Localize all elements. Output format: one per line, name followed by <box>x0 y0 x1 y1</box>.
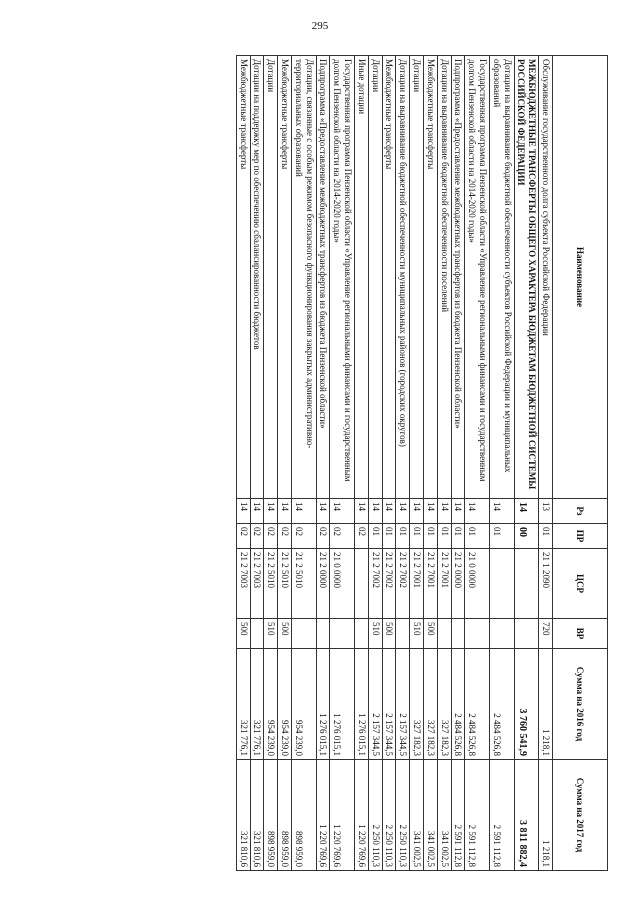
cell-name: Дотации на поддержку мер по обеспечению сбалансированности бюджетов <box>250 56 264 499</box>
cell-sum-2017: 1 220 769,6 <box>330 760 355 871</box>
cell-sum-2017: 321 810,6 <box>250 760 264 871</box>
cell-sum-2017: 321 810,6 <box>236 760 250 871</box>
cell-sum-2016: 327 182,3 <box>410 649 424 760</box>
cell-name: Межбюджетные трансферты <box>424 56 438 499</box>
cell-rz: 14 <box>368 499 382 524</box>
cell-rz: 14 <box>437 499 451 524</box>
cell-pr: 02 <box>236 524 250 549</box>
cell-name: Обслуживание государственного долга субъекта Российской Федерации <box>539 56 553 499</box>
cell-sum-2017: 898 959,0 <box>264 760 278 871</box>
cell-pr: 02 <box>316 524 330 549</box>
table-row <box>382 56 396 871</box>
cell-name: Дотации на выравнивание бюджетной обеспеченности муниципальных районов (городских округов) <box>396 56 410 499</box>
cell-csr: 21 2 5010 <box>292 549 317 619</box>
cell-csr: 21 2 7002 <box>382 549 396 619</box>
cell-pr: 02 <box>264 524 278 549</box>
cell-vr <box>451 619 465 649</box>
cell-pr: 01 <box>396 524 410 549</box>
cell-sum-2016: 1 276 015,1 <box>355 649 369 760</box>
page-number: 295 <box>311 20 329 32</box>
cell-vr <box>396 619 410 649</box>
cell-vr: 500 <box>278 619 292 649</box>
cell-pr: 01 <box>437 524 451 549</box>
cell-sum-2017: 3 811 882,4 <box>514 760 539 871</box>
cell-sum-2017: 898 959,0 <box>278 760 292 871</box>
cell-sum-2016: 2 157 344,5 <box>396 649 410 760</box>
cell-csr: 21 2 0000 <box>316 549 330 619</box>
header-name: Наименование <box>553 56 608 499</box>
cell-pr: 00 <box>514 524 539 549</box>
cell-rz: 14 <box>410 499 424 524</box>
header-pr: ПР <box>553 524 608 549</box>
cell-sum-2016: 2 484 526,8 <box>465 649 490 760</box>
table-row <box>539 56 553 871</box>
cell-vr <box>355 619 369 649</box>
cell-pr: 01 <box>382 524 396 549</box>
cell-sum-2017: 341 002,5 <box>437 760 451 871</box>
cell-rz: 14 <box>250 499 264 524</box>
cell-name: Дотации <box>410 56 424 499</box>
cell-vr <box>490 619 515 649</box>
cell-sum-2016: 2 157 344,5 <box>368 649 382 760</box>
cell-csr: 21 0 0000 <box>465 549 490 619</box>
table-row <box>355 56 369 871</box>
cell-name: Межбюджетные трансферты <box>382 56 396 499</box>
cell-rz: 14 <box>278 499 292 524</box>
cell-vr <box>465 619 490 649</box>
cell-sum-2016: 2 157 344,5 <box>382 649 396 760</box>
cell-rz: 14 <box>465 499 490 524</box>
cell-csr: 21 2 0000 <box>451 549 465 619</box>
table-row <box>424 56 438 871</box>
cell-name: Дотации <box>264 56 278 499</box>
table-body <box>236 56 552 871</box>
cell-name: Государственная программа Пензенской области «Управление региональными финансами и государственным долгом Пензенской области на 2014-2020 годы» <box>330 56 355 499</box>
cell-vr: 510 <box>368 619 382 649</box>
cell-pr: 02 <box>355 524 369 549</box>
cell-vr: 510 <box>410 619 424 649</box>
cell-name: Иные дотации <box>355 56 369 499</box>
cell-name: Подпрограмма «Предоставление межбюджетных трансфертов из бюджета Пензенской области» <box>451 56 465 499</box>
cell-name: Дотации <box>368 56 382 499</box>
table-row <box>514 56 539 871</box>
cell-sum-2017: 2 250 110,3 <box>382 760 396 871</box>
cell-rz: 13 <box>539 499 553 524</box>
table-header-row <box>553 56 608 871</box>
cell-vr: 720 <box>539 619 553 649</box>
cell-sum-2016: 3 760 541,9 <box>514 649 539 760</box>
table-row <box>292 56 317 871</box>
cell-vr: 500 <box>424 619 438 649</box>
cell-sum-2016: 954 239,0 <box>292 649 317 760</box>
cell-rz: 14 <box>424 499 438 524</box>
cell-sum-2017: 2 591 112,8 <box>465 760 490 871</box>
cell-sum-2017: 341 002,5 <box>424 760 438 871</box>
cell-pr: 01 <box>465 524 490 549</box>
cell-vr <box>514 619 539 649</box>
cell-vr: 510 <box>264 619 278 649</box>
cell-sum-2017: 2 591 112,8 <box>451 760 465 871</box>
cell-sum-2017: 2 591 112,8 <box>490 760 515 871</box>
cell-rz: 14 <box>382 499 396 524</box>
header-csr: ЦСР <box>553 549 608 619</box>
cell-name: Межбюджетные трансферты <box>278 56 292 499</box>
budget-table <box>236 55 608 871</box>
table-row <box>490 56 515 871</box>
cell-sum-2016: 321 776,1 <box>236 649 250 760</box>
cell-pr: 02 <box>330 524 355 549</box>
cell-sum-2016: 2 484 526,8 <box>490 649 515 760</box>
cell-rz: 14 <box>236 499 250 524</box>
cell-vr <box>437 619 451 649</box>
cell-csr: 21 2 5010 <box>264 549 278 619</box>
cell-rz: 14 <box>451 499 465 524</box>
table-row <box>396 56 410 871</box>
cell-vr <box>292 619 317 649</box>
cell-name: Дотации, связанные с особым режимом безопасного функционирования закрытых административно-территориальных образований <box>292 56 317 499</box>
cell-sum-2017: 898 959,0 <box>292 760 317 871</box>
header-vr: ВР <box>553 619 608 649</box>
cell-csr: 21 2 7003 <box>250 549 264 619</box>
cell-rz: 14 <box>330 499 355 524</box>
cell-name: МЕЖБЮДЖЕТНЫЕ ТРАНСФЕРТЫ ОБЩЕГО ХАРАКТЕРА БЮДЖЕТАМ БЮДЖЕТНОЙ СИСТЕМЫ РОССИЙСКОЙ ФЕДЕРАЦИИ <box>514 56 539 499</box>
cell-vr <box>316 619 330 649</box>
cell-vr: 500 <box>236 619 250 649</box>
table-row <box>330 56 355 871</box>
cell-sum-2017: 1 220 769,6 <box>355 760 369 871</box>
cell-sum-2016: 954 239,0 <box>264 649 278 760</box>
cell-rz: 14 <box>514 499 539 524</box>
cell-pr: 02 <box>292 524 317 549</box>
cell-csr: 21 2 7003 <box>236 549 250 619</box>
cell-rz: 14 <box>292 499 317 524</box>
cell-csr <box>355 549 369 619</box>
table-row <box>250 56 264 871</box>
cell-sum-2016: 1 218,1 <box>539 649 553 760</box>
cell-rz: 14 <box>316 499 330 524</box>
cell-sum-2016: 1 276 015,1 <box>330 649 355 760</box>
header-sum-2016: Сумма на 2016 год <box>553 649 608 760</box>
cell-csr: 21 1 2090 <box>539 549 553 619</box>
cell-sum-2017: 1 220 769,6 <box>316 760 330 871</box>
cell-sum-2016: 327 182,3 <box>424 649 438 760</box>
cell-rz: 14 <box>490 499 515 524</box>
cell-pr: 01 <box>451 524 465 549</box>
cell-rz: 14 <box>355 499 369 524</box>
cell-name: Дотации на выравнивание бюджетной обеспеченности субъектов Российской Федерации и муниципальных образований <box>490 56 515 499</box>
table-row <box>236 56 250 871</box>
table-row <box>278 56 292 871</box>
table-row <box>410 56 424 871</box>
cell-name: Межбюджетные трансферты <box>236 56 250 499</box>
header-sum-2017: Сумма на 2017 год <box>553 760 608 871</box>
cell-csr: 21 2 7002 <box>368 549 382 619</box>
cell-pr: 01 <box>490 524 515 549</box>
cell-rz: 14 <box>264 499 278 524</box>
cell-csr: 21 2 7001 <box>437 549 451 619</box>
cell-rz: 14 <box>396 499 410 524</box>
cell-csr: 21 2 5010 <box>278 549 292 619</box>
cell-sum-2016: 327 182,3 <box>437 649 451 760</box>
cell-csr: 21 2 7001 <box>410 549 424 619</box>
cell-sum-2016: 954 239,0 <box>278 649 292 760</box>
header-rz: Рз <box>553 499 608 524</box>
cell-name: Государственная программа Пензенской области «Управление региональными финансами и государственным долгом Пензенской области на 2014-2020 годы» <box>465 56 490 499</box>
cell-pr: 02 <box>278 524 292 549</box>
cell-pr: 01 <box>410 524 424 549</box>
cell-vr: 500 <box>382 619 396 649</box>
budget-table-rotated <box>123 55 608 870</box>
cell-pr: 01 <box>424 524 438 549</box>
table-row <box>316 56 330 871</box>
table-row <box>264 56 278 871</box>
cell-csr <box>514 549 539 619</box>
table-row <box>368 56 382 871</box>
cell-name: Дотации на выравнивание бюджетной обеспеченности поселений <box>437 56 451 499</box>
cell-sum-2017: 2 250 110,3 <box>368 760 382 871</box>
cell-sum-2017: 341 002,5 <box>410 760 424 871</box>
cell-csr: 21 0 0000 <box>330 549 355 619</box>
cell-sum-2017: 2 250 110,3 <box>396 760 410 871</box>
cell-pr: 02 <box>250 524 264 549</box>
cell-pr: 01 <box>368 524 382 549</box>
cell-sum-2017: 1 218,1 <box>539 760 553 871</box>
cell-vr <box>250 619 264 649</box>
cell-csr <box>490 549 515 619</box>
cell-csr: 21 2 7002 <box>396 549 410 619</box>
cell-vr <box>330 619 355 649</box>
cell-sum-2016: 2 484 526,8 <box>451 649 465 760</box>
cell-name: Подпрограмма «Предоставление межбюджетных трансфертов из бюджета Пензенской области» <box>316 56 330 499</box>
table-row <box>465 56 490 871</box>
cell-csr: 21 2 7001 <box>424 549 438 619</box>
cell-sum-2016: 321 776,1 <box>250 649 264 760</box>
cell-sum-2016: 1 276 015,1 <box>316 649 330 760</box>
table-row <box>451 56 465 871</box>
table-row <box>437 56 451 871</box>
cell-pr: 01 <box>539 524 553 549</box>
